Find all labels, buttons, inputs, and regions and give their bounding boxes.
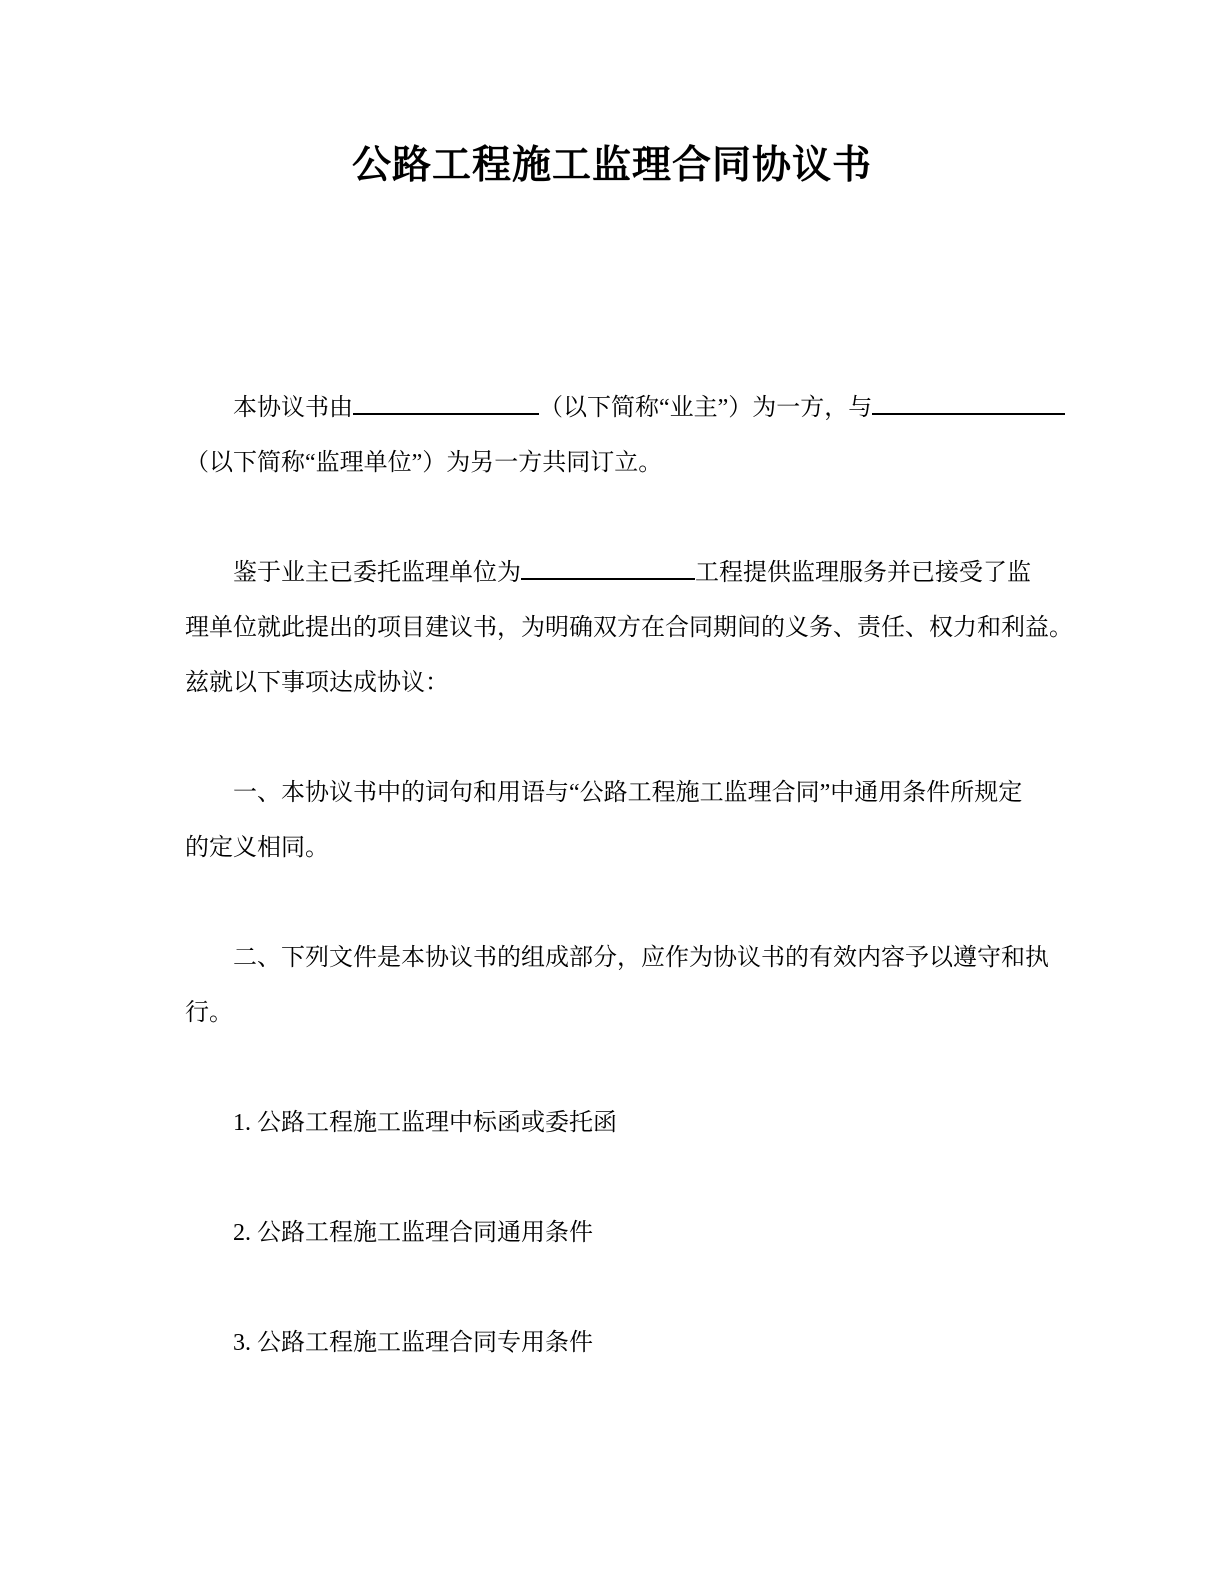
text-run: 工程提供监理服务并已接受了监 — [695, 560, 1031, 586]
text-run: 理单位就此提出的项目建议书，为明确双方在合同期间的义务、责任、权力和利益。 — [185, 615, 1073, 641]
paragraph — [185, 1206, 1047, 1261]
text-run: 的定义相同。 — [185, 835, 329, 861]
paragraph — [185, 1096, 1047, 1151]
text-run: 一、本协议书中的词句和用语与“公路工程施工监理合同”中通用条件所规定 — [233, 780, 1023, 806]
text-run: 2. 公路工程施工监理合同通用条件 — [233, 1220, 593, 1246]
text-line — [185, 986, 1047, 1041]
text-line — [185, 821, 1047, 876]
text-line — [185, 601, 1073, 656]
paragraph — [185, 546, 1073, 711]
text-run: 兹就以下事项达成协议： — [185, 670, 449, 696]
text-run: （以下简称“监理单位”）为另一方共同订立。 — [185, 450, 663, 476]
text-line — [185, 1206, 1047, 1261]
text-run: （以下简称“业主”）为一方，与 — [539, 395, 873, 421]
text-run: 行。 — [185, 1000, 233, 1026]
text-run: 1. 公路工程施工监理中标函或委托函 — [233, 1110, 617, 1136]
paragraph — [185, 931, 1047, 1041]
text-line — [185, 1316, 1047, 1371]
text-line — [185, 931, 1047, 986]
text-run: 本协议书由 — [233, 395, 353, 421]
blank-underline — [353, 389, 539, 415]
text-line — [185, 766, 1047, 821]
text-run: 鉴于业主已委托监理单位为 — [233, 560, 521, 586]
paragraph — [185, 381, 1047, 491]
text-line — [185, 546, 1047, 601]
document-title: 公路工程施工监理合同协议书 — [351, 144, 872, 187]
text-line — [185, 436, 1047, 491]
blank-underline — [521, 554, 695, 580]
paragraph — [185, 766, 1047, 876]
text-line — [185, 656, 1047, 711]
paragraph — [185, 1316, 1047, 1371]
text-line — [185, 381, 1047, 436]
text-line — [185, 1096, 1047, 1151]
blank-underline — [872, 389, 1065, 415]
document-body — [185, 381, 1073, 1371]
text-run: 3. 公路工程施工监理合同专用条件 — [233, 1330, 593, 1356]
text-run: 二、下列文件是本协议书的组成部分，应作为协议书的有效内容予以遵守和执 — [233, 945, 1049, 971]
